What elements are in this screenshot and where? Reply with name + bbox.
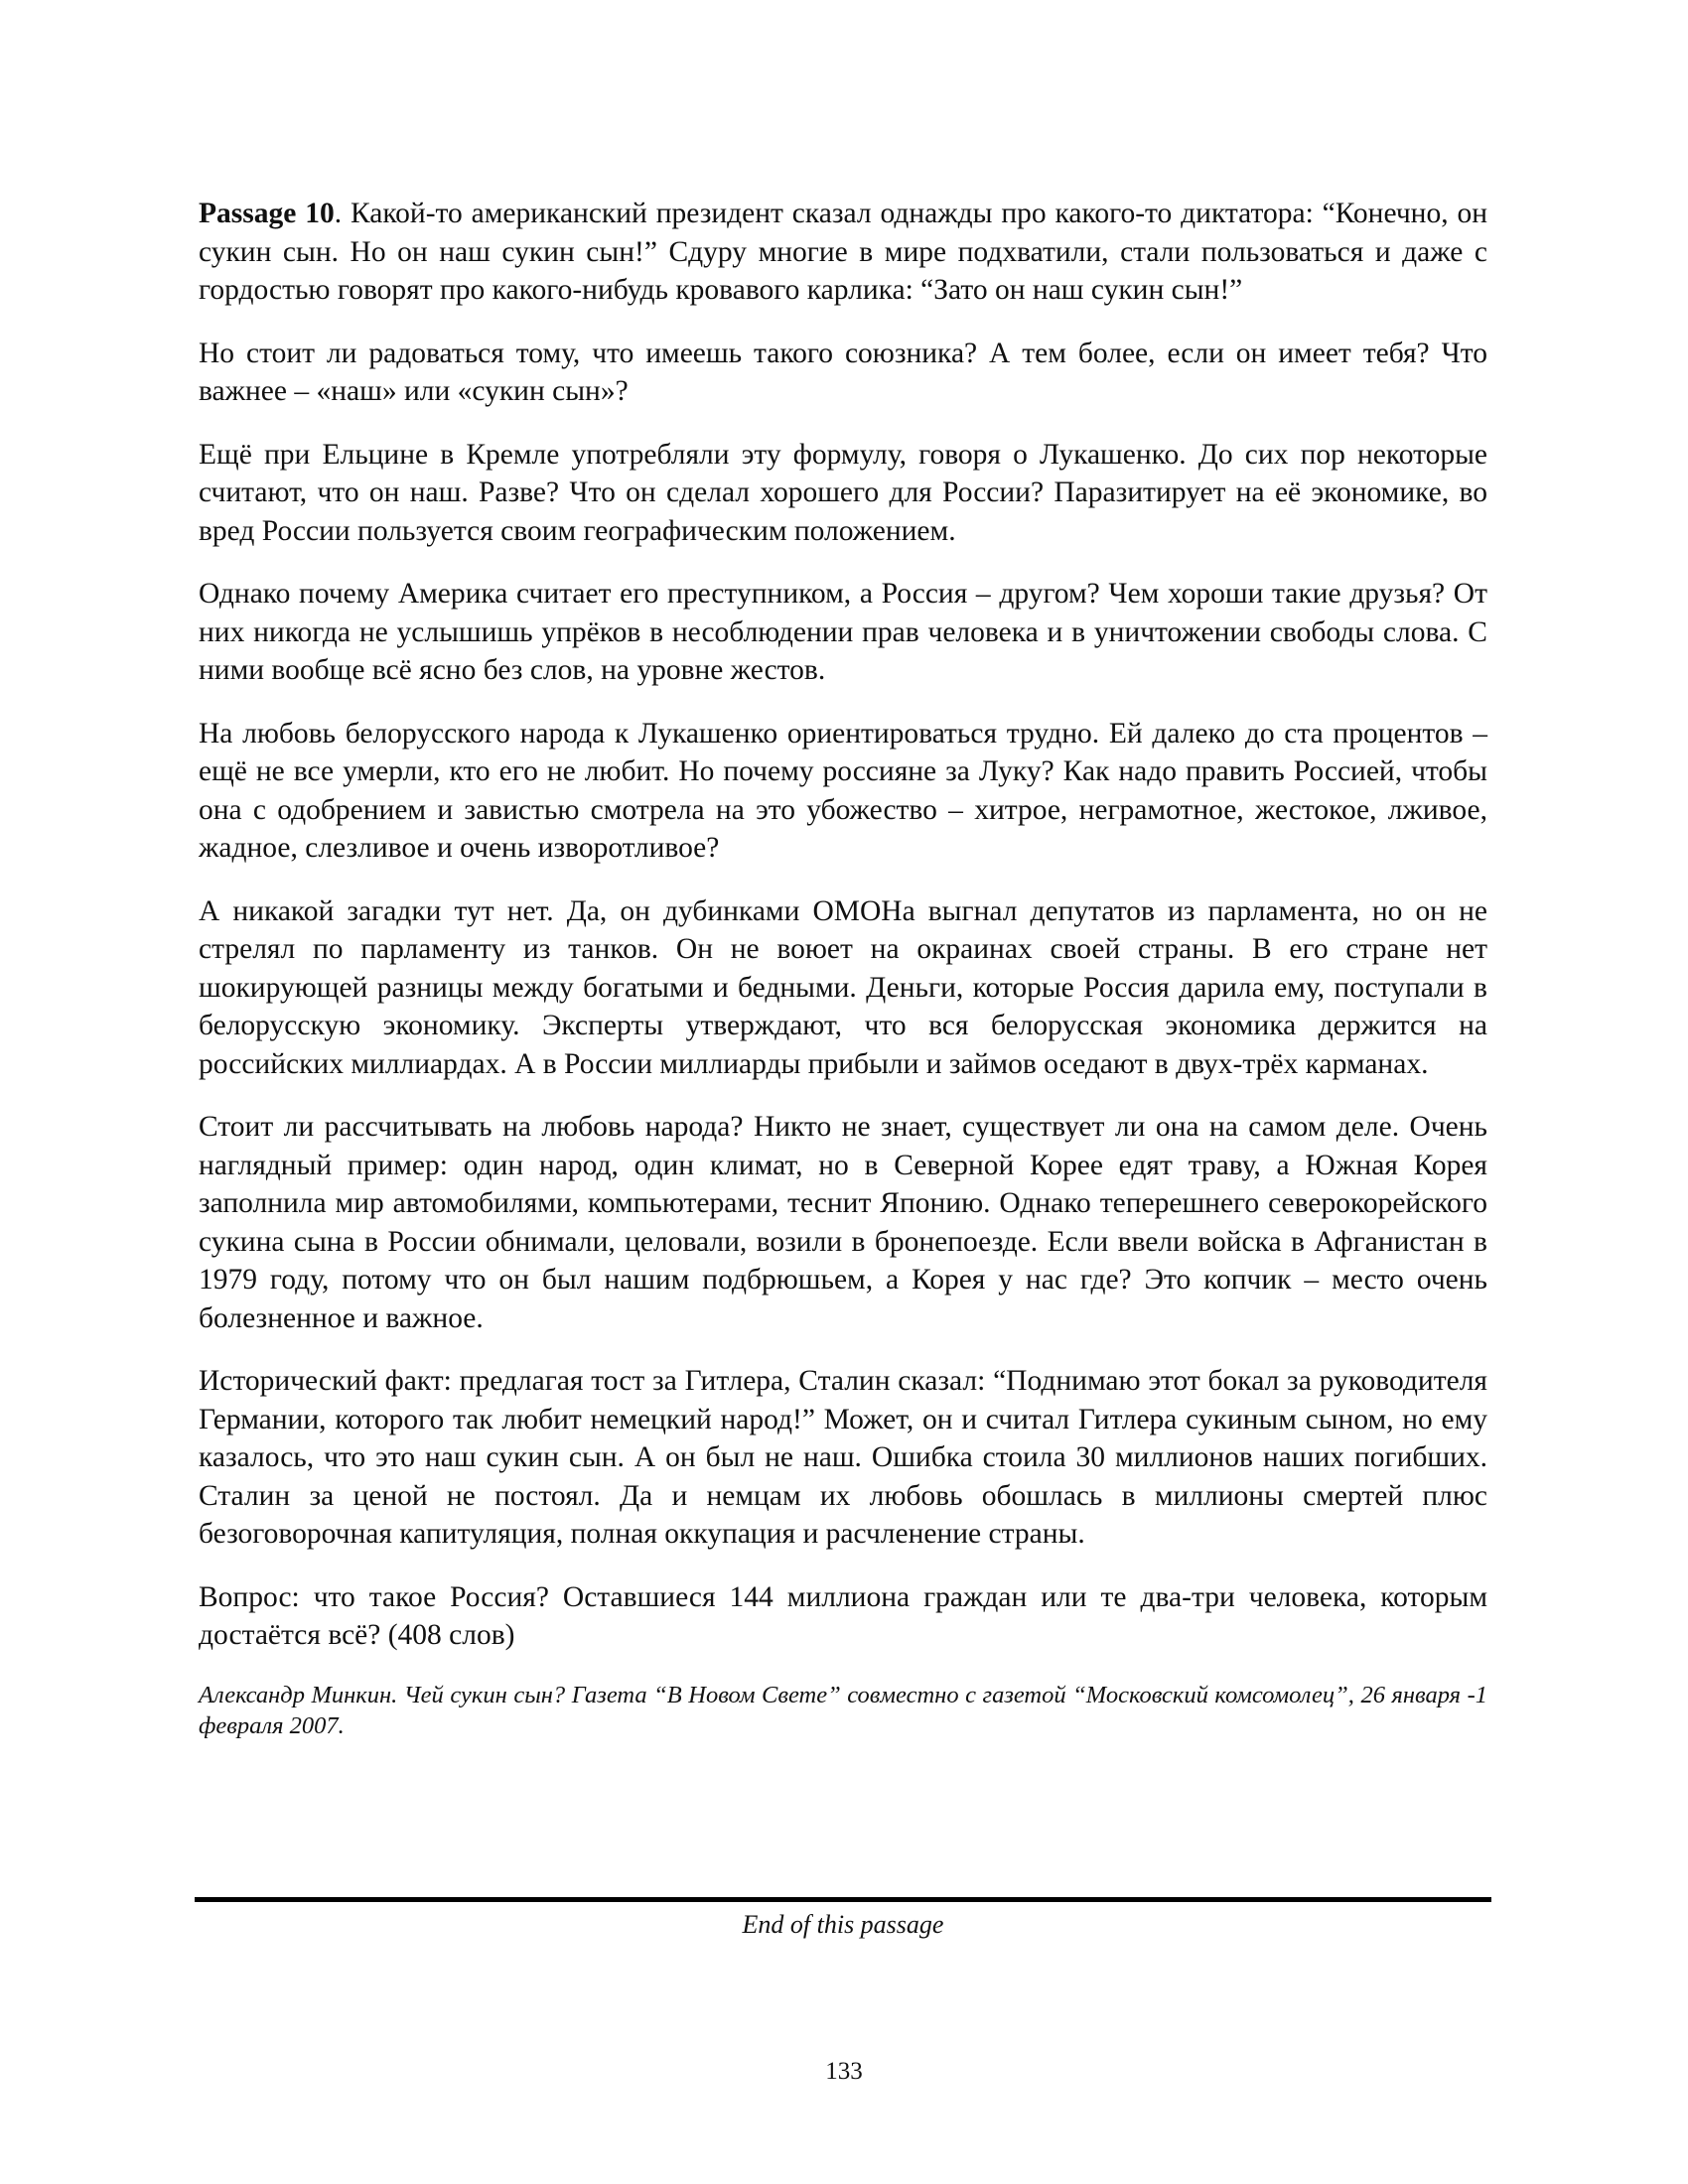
paragraph-text: . Какой-то американский президент сказал однажды про какого-то диктатора: “Конечно, он сукин сын. Но он наш сукин сын!” Сдуру многие в мире подхватили, стали пользоваться и даже с гордостью говорят про какого-нибудь кровавого карлика: “Зато он наш сукин сын!” [199, 198, 1487, 306]
passage-paragraph-2: Но стоит ли радоваться тому, что имеешь такого союзника? А тем более, если он имеет тебя? Что важнее – «наш» или «сукин сын»? [199, 337, 1487, 407]
end-of-passage-note: End of this passage [742, 1910, 944, 1939]
passage-paragraph-3: Ещё при Ельцине в Кремле употребляли эту формулу, говоря о Лукашенко. До сих пор некоторые считают, что он наш. Разве? Что он сделал хорошего для России? Паразитирует на её экономике, во вред России пользуется своим географическим положением. [199, 438, 1487, 547]
page-number: 133 [825, 2058, 863, 2085]
passage-paragraph-7: Стоит ли рассчитывать на любовь народа? Никто не знает, существует ли она на самом деле. Очень наглядный пример: один народ, один климат, но в Северной Корее едят траву, а Южная Корея заполнила мир автомобилями, компьютерами, теснит Японию. Однако теперешнего северокорейского сукина сына в России обнимали, целовали, возили в бронепоезде. Если ввели войска в Афганистан в 1979 году, потому что он был нашим подбрюшьем, а Корея у нас где? Это копчик – место очень болезненное и важное. [199, 1111, 1487, 1334]
passage-body [199, 195, 1487, 1741]
passage-paragraph-9: Вопрос: что такое Россия? Оставшиеся 144 миллиона граждан или те два-три человека, которым достаётся всё? (408 слов) [199, 1580, 1487, 1651]
passage-paragraph-6: А никакой загадки тут нет. Да, он дубинками ОМОНа выгнал депутатов из парламента, но он не стрелял по парламенту из танков. Он не воюет на окраинах своей страны. В его стране нет шокирующей разницы между богатыми и бедными. Деньги, которые Россия дарила ему, поступали в белорусскую экономику. Эксперты утверждают, что вся белорусская экономика держится на российских миллиардах. А в России миллиарды прибыли и займов оседают в двух-трёх карманах. [199, 894, 1487, 1080]
passage-paragraph-4: Однако почему Америка считает его преступником, а Россия – другом? Чем хороши такие друзья? От них никогда не услышишь упрёков в несоблюдении прав человека и в уничтожении свободы слова. С ними вообще всё ясно без слов, на уровне жестов. [199, 578, 1487, 686]
passage-paragraph-5: На любовь белорусского народа к Лукашенко ориентироваться трудно. Ей далеко до ста процентов – ещё не все умерли, кто его не любит. Но почему россияне за Луку? Как надо править Россией, чтобы она с одобрением и завистью смотрела на это убожество – хитрое, неграмотное, жестокое, лживое, жадное, слезливое и очень изворотливое? [199, 717, 1487, 864]
divider-rule [195, 1897, 1491, 1902]
passage-paragraph-1 [199, 195, 1487, 310]
passage-paragraph-8: Исторический факт: предлагая тост за Гитлера, Сталин сказал: “Поднимаю этот бокал за руководителя Германии, которого так любит немецкий народ!” Может, он и считал Гитлера сукиным сыном, но ему казалось, что это наш сукин сын. А он был не наш. Ошибка стоила 30 миллионов наших погибших. Сталин за ценой не постоял. Да и немцам их любовь обошлась в миллионы смертей плюс безоговорочная капитуляция, полная оккупация и расчленение страны. [199, 1365, 1487, 1550]
passage-label: Passage 10 [199, 198, 335, 229]
source-citation: Александр Минкин. Чей сукин сын? Газета “В Новом Свете” совместно с газетой “Московский комсомолец”, 26 января -1 февраля 2007. [199, 1681, 1487, 1739]
